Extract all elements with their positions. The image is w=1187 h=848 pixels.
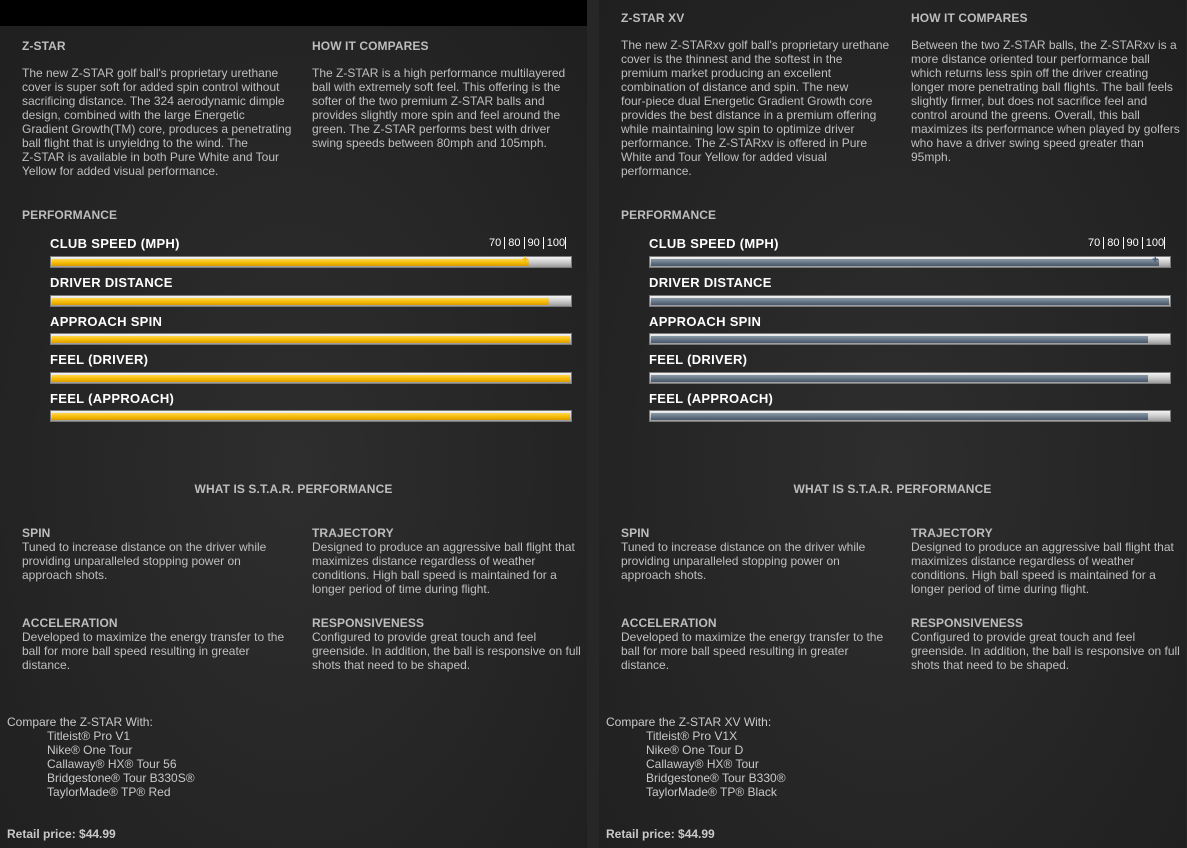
- bar-fill: [651, 259, 1159, 266]
- club-speed-scale: [1085, 237, 1165, 249]
- product-description: The new Z-STAR golf ball's proprietary urethane cover is super soft for added spin control without sacrificing distance. The 324 aerodynamic dimple design, combined with the large Energetic Gradient Growth(TM) core, produces a penetrating ball flight that is unyieldng to the wind. The Z-STAR is available in both Pure White and Tour Yellow for added visual performance.: [22, 66, 292, 178]
- acceleration-text: Developed to maximize the energy transfer to the ball for more ball speed resulting in greater distance.: [621, 630, 884, 672]
- product-panel-z-star: [0, 0, 587, 848]
- scale-tick-label: 80: [504, 237, 523, 249]
- compare-item[interactable]: Callaway® HX® Tour 56: [47, 757, 177, 771]
- trajectory-text: Designed to produce an aggressive ball flight that maximizes distance regardless of weather conditions. High ball speed is maintained for a longer period of time during flight.: [312, 540, 575, 596]
- spin-text: Tuned to increase distance on the driver while providing unparalleled stopping power on approach shots.: [22, 540, 267, 582]
- compare-item[interactable]: Bridgestone® Tour B330®: [646, 771, 786, 785]
- bar-feel-approach: [50, 410, 572, 422]
- compare-item[interactable]: Titleist® Pro V1X: [646, 729, 738, 743]
- spin-heading: SPIN: [621, 526, 650, 540]
- product-title: Z-STAR XV: [621, 11, 685, 25]
- bar-driver-distance: [50, 295, 572, 307]
- bar-fill: [651, 375, 1148, 382]
- bar-fill: [52, 298, 549, 305]
- compare-item[interactable]: Callaway® HX® Tour: [646, 757, 759, 771]
- bar-fill: [651, 298, 1169, 305]
- product-panel-z-star-xv: [599, 0, 1186, 848]
- acceleration-heading: ACCELERATION: [22, 616, 118, 630]
- club-speed-scale: [486, 237, 566, 249]
- spin-text: Tuned to increase distance on the driver while providing unparalleled stopping power on approach shots.: [621, 540, 866, 582]
- compare-list: [646, 729, 786, 799]
- bar-label-driver-distance: DRIVER DISTANCE: [50, 275, 173, 290]
- bar-feel-driver: [649, 372, 1171, 384]
- bar-label-club-speed: CLUB SPEED (MPH): [50, 236, 180, 251]
- scale-tick-label: 70: [489, 237, 502, 249]
- compare-item[interactable]: TaylorMade® TP® Black: [646, 785, 777, 799]
- how-it-compares-heading: HOW IT COMPARES: [911, 11, 1028, 25]
- bar-club-speed: [649, 256, 1171, 268]
- star-performance-heading: WHAT IS S.T.A.R. PERFORMANCE: [793, 482, 992, 496]
- responsiveness-heading: RESPONSIVENESS: [312, 616, 425, 630]
- bar-feel-approach: [649, 410, 1171, 422]
- trajectory-heading: TRAJECTORY: [312, 526, 394, 540]
- top-bar: [0, 0, 587, 26]
- bar-fill: [52, 413, 570, 420]
- star-performance-heading: WHAT IS S.T.A.R. PERFORMANCE: [194, 482, 393, 496]
- how-it-compares-text: Between the two Z-STAR balls, the Z-STARxv is a more distance oriented tour performance ball which returns less spin off the driver creating longer more penetrating ball flights. The ball feels slightly firmer, but does not sacrifice feel and control around the greens. Overall, this ball maximizes its performance when played by golfers who have a driver swing speed greater than 95mph.: [911, 38, 1180, 164]
- trajectory-heading: TRAJECTORY: [911, 526, 993, 540]
- trajectory-text: Designed to produce an aggressive ball flight that maximizes distance regardless of weather conditions. High ball speed is maintained for a longer period of time during flight.: [911, 540, 1174, 596]
- how-it-compares-heading: HOW IT COMPARES: [312, 39, 429, 53]
- bar-label-approach-spin: APPROACH SPIN: [649, 314, 762, 329]
- bar-approach-spin: [50, 333, 572, 345]
- responsiveness-heading: RESPONSIVENESS: [911, 616, 1024, 630]
- spin-heading: SPIN: [22, 526, 51, 540]
- bar-fill: [52, 336, 570, 343]
- bar-driver-distance: [649, 295, 1171, 307]
- bar-fill: [52, 259, 529, 266]
- acceleration-heading: ACCELERATION: [621, 616, 717, 630]
- compare-item[interactable]: Titleist® Pro V1: [47, 729, 131, 743]
- product-description: The new Z-STARxv golf ball's proprietary urethane cover is the thinnest and the softest in the premium market producing an excellent combination of distance and spin. The new four-piece dual Energetic Gradient Growth core provides the best distance in a premium offering while maintaining low spin to optimize driver performance. The Z-STARxv is offered in Pure White and Tour Yellow for added visual performance.: [621, 38, 890, 178]
- scale-tick-label: 70: [1088, 237, 1101, 249]
- scale-tick-label: 100: [1142, 237, 1165, 249]
- responsiveness-text: Configured to provide great touch and feel greenside. In addition, the ball is responsive on full shots that need to be shaped.: [911, 630, 1180, 672]
- performance-heading: PERFORMANCE: [22, 208, 118, 222]
- retail-price: Retail price: $44.99: [7, 827, 116, 841]
- scale-tick-label: 90: [524, 237, 543, 249]
- compare-heading: Compare the Z-STAR With:: [7, 715, 153, 729]
- responsiveness-text: Configured to provide great touch and feel greenside. In addition, the ball is responsive on full shots that need to be shaped.: [312, 630, 581, 672]
- bar-label-driver-distance: DRIVER DISTANCE: [649, 275, 772, 290]
- plus-marker-icon: +: [522, 254, 529, 266]
- bar-label-feel-approach: FEEL (APPROACH): [649, 391, 774, 406]
- bar-label-club-speed: CLUB SPEED (MPH): [649, 236, 779, 251]
- compare-heading: Compare the Z-STAR XV With:: [606, 715, 772, 729]
- product-title: Z-STAR: [22, 39, 66, 53]
- scale-tick-label: 100: [543, 237, 566, 249]
- bar-label-approach-spin: APPROACH SPIN: [50, 314, 163, 329]
- bar-fill: [651, 413, 1148, 420]
- compare-item[interactable]: Nike® One Tour: [47, 743, 133, 757]
- bar-label-feel-approach: FEEL (APPROACH): [50, 391, 175, 406]
- performance-heading: PERFORMANCE: [621, 208, 717, 222]
- how-it-compares-text: The Z-STAR is a high performance multilayered ball with extremely soft feel. This offering is the softer of the two premium Z-STAR balls and provides slightly more spin and feel around the green. The Z-STAR performs best with driver swing speeds between 80mph and 105mph.: [312, 66, 566, 150]
- plus-marker-icon: +: [1152, 254, 1159, 266]
- bar-fill: [651, 336, 1148, 343]
- compare-item[interactable]: Nike® One Tour D: [646, 743, 744, 757]
- bar-label-feel-driver: FEEL (DRIVER): [50, 352, 149, 367]
- compare-list: [47, 729, 195, 799]
- scale-tick-label: 80: [1103, 237, 1122, 249]
- bar-club-speed: [50, 256, 572, 268]
- bar-label-feel-driver: FEEL (DRIVER): [649, 352, 748, 367]
- bar-fill: [52, 375, 570, 382]
- compare-item[interactable]: TaylorMade® TP® Red: [47, 785, 171, 799]
- retail-price: Retail price: $44.99: [606, 827, 715, 841]
- bar-feel-driver: [50, 372, 572, 384]
- acceleration-text: Developed to maximize the energy transfer to the ball for more ball speed resulting in greater distance.: [22, 630, 285, 672]
- scale-tick-label: 90: [1123, 237, 1142, 249]
- compare-item[interactable]: Bridgestone® Tour B330S®: [47, 771, 195, 785]
- bar-approach-spin: [649, 333, 1171, 345]
